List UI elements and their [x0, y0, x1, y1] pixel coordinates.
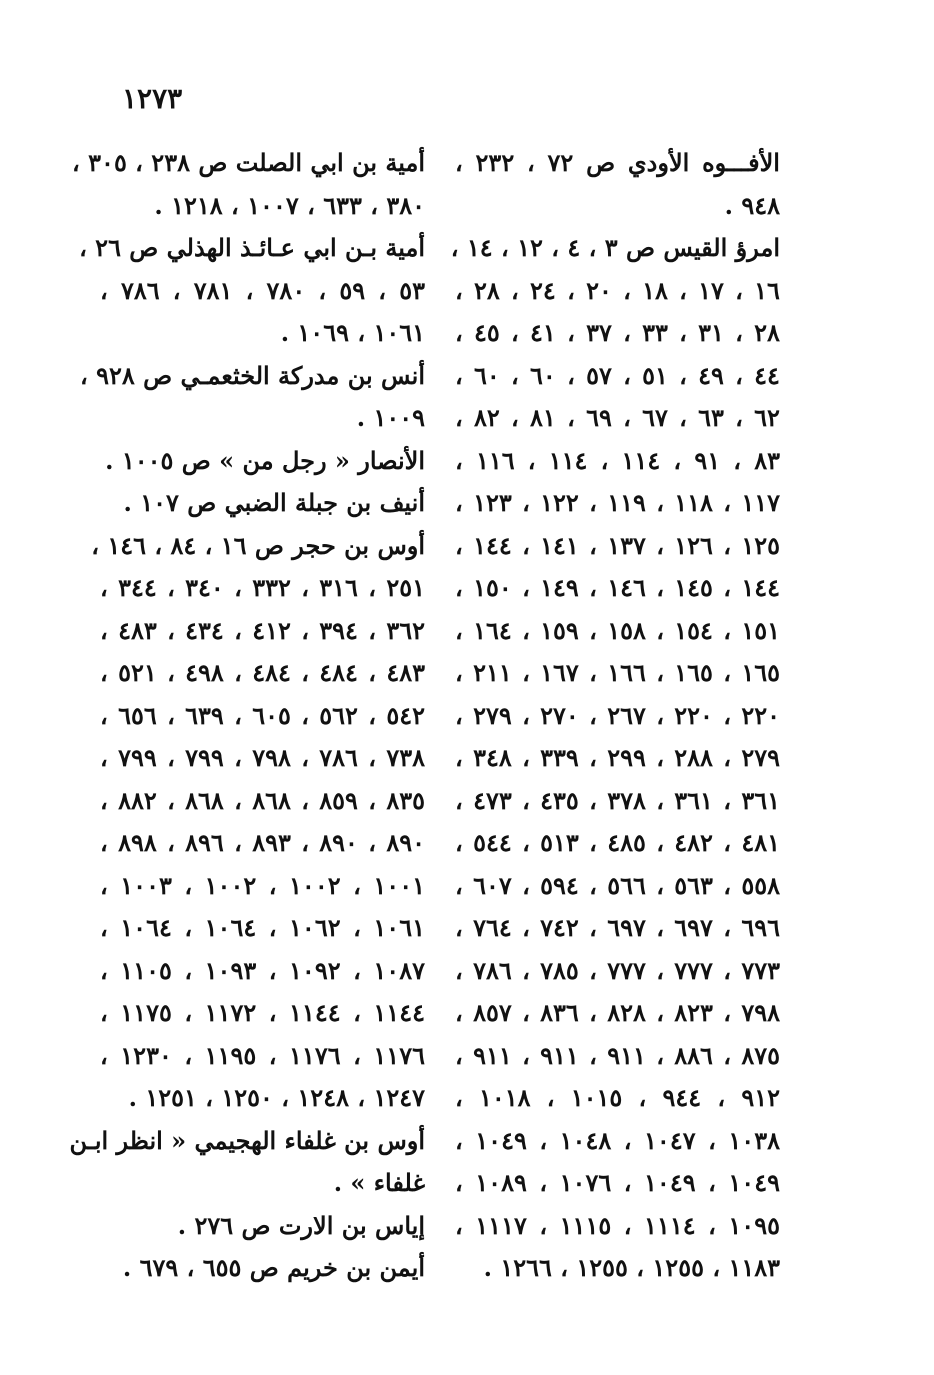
index-line: ١٠٠١ ، ١٠٠٢ ، ١٠٠٢ ، ١٠٠٣ ، — [100, 870, 425, 900]
index-line: ٥٥٨ ، ٥٦٣ ، ٥٦٦ ، ٥٩٤ ، ٦٠٧ ، — [455, 870, 780, 900]
index-line: ١٦٥ ، ١٦٥ ، ١٦٦ ، ١٦٧ ، ٢١١ ، — [455, 658, 780, 687]
index-line: ٧٩٨ ، ٨٢٣ ، ٨٢٨ ، ٨٣٦ ، ٨٥٧ ، — [455, 998, 780, 1027]
index-line: ١٤٤ ، ١٤٥ ، ١٤٦ ، ١٤٩ ، ١٥٠ ، — [455, 573, 780, 602]
index-line: ٩١٢ ، ٩٤٤ ، ١٠١٥ ، ١٠١٨ ، — [455, 1083, 780, 1112]
page-number: ١٢٧٣ — [122, 82, 183, 115]
index-line: ٢٢٠ ، ٢٢٠ ، ٢٦٧ ، ٢٧٠ ، ٢٧٩ ، — [455, 700, 780, 730]
index-line: ٢٥١ ، ٣١٦ ، ٣٣٢ ، ٣٤٠ ، ٣٤٤ ، — [100, 573, 425, 602]
index-line: ٣٦١ ، ٣٦١ ، ٣٧٨ ، ٤٣٥ ، ٤٧٣ ، — [455, 785, 780, 815]
index-line: ٣٨٠ ، ٦٣٣ ، ١٠٠٧ ، ١٢١٨ . — [154, 190, 425, 220]
index-line: ٧٣٨ ، ٧٨٦ ، ٧٩٨ ، ٧٩٩ ، ٧٩٩ ، — [100, 743, 425, 772]
index-line: ٦٩٦ ، ٦٩٧ ، ٦٩٧ ، ٧٤٢ ، ٧٦٤ ، — [455, 913, 780, 942]
index-line: ١٦ ، ١٧ ، ١٨ ، ٢٠ ، ٢٤ ، ٢٨ ، — [455, 275, 780, 305]
index-line: ١٢٤٧ ، ١٢٤٨ ، ١٢٥٠ ، ١٢٥١ . — [128, 1083, 425, 1112]
index-line: ١٠٩٥ ، ١١١٤ ، ١١١٥ ، ١١١٧ ، — [455, 1210, 780, 1240]
index-line: ١٢٥ ، ١٢٦ ، ١٣٧ ، ١٤١ ، ١٤٤ ، — [455, 530, 780, 560]
index-line: ١٠٤٩ ، ١٠٤٩ ، ١٠٧٦ ، ١٠٨٩ ، — [455, 1168, 780, 1197]
index-line: ١١٧ ، ١١٨ ، ١١٩ ، ١٢٢ ، ١٢٣ ، — [455, 488, 780, 517]
index-line: ٣٦٢ ، ٣٩٤ ، ٤١٢ ، ٤٣٤ ، ٤٨٣ ، — [100, 615, 425, 645]
index-line: ٨٣ ، ٩١ ، ١١٤ ، ١١٤ ، ١١٦ ، — [455, 445, 781, 475]
index-line: ١٠٦١ ، ١٠٦٢ ، ١٠٦٤ ، ١٠٦٤ ، — [100, 913, 425, 942]
index-line: ٥٤٢ ، ٥٦٢ ، ٦٠٥ ، ٦٣٩ ، ٦٥٦ ، — [100, 700, 425, 730]
index-line: ١٠٨٧ ، ١٠٩٢ ، ١٠٩٣ ، ١١٠٥ ، — [100, 955, 425, 985]
left-column — [69, 142, 426, 1290]
index-line: ٥٣ ، ٥٩ ، ٧٨٠ ، ٧٨١ ، ٧٨٦ ، — [100, 275, 426, 305]
index-line: أوس بن حجر ص ١٦ ، ٨٤ ، ١٤٦ ، — [91, 530, 425, 560]
right-column — [450, 142, 781, 1290]
index-line: ١٠٣٨ ، ١٠٤٧ ، ١٠٤٨ ، ١٠٤٩ ، — [455, 1125, 780, 1155]
index-line: أمية بـن ابي عـائـذ الهذلي ص ٢٦ ، — [79, 233, 425, 262]
index-line: الأفـــوه الأودي ص ٧٢ ، ٢٣٢ ، — [455, 148, 780, 177]
index-line: ١١٧٦ ، ١١٧٦ ، ١١٩٥ ، ١٢٣٠ ، — [100, 1040, 425, 1070]
index-line: ١١٤٤ ، ١١٤٤ ، ١١٧٢ ، ١١٧٥ ، — [100, 998, 425, 1027]
index-line: ٨٩٠ ، ٨٩٠ ، ٨٩٣ ، ٨٩٦ ، ٨٩٨ ، — [100, 828, 425, 857]
index-line: ٧٧٣ ، ٧٧٧ ، ٧٧٧ ، ٧٨٥ ، ٧٨٦ ، — [455, 955, 780, 985]
index-line: ٢٨ ، ٣١ ، ٣٣ ، ٣٧ ، ٤١ ، ٤٥ ، — [455, 318, 780, 347]
index-line: الأنصار « رجل من » ص ١٠٠٥ . — [105, 445, 425, 475]
index-line: ٢٧٩ ، ٢٨٨ ، ٢٩٩ ، ٣٣٩ ، ٣٤٨ ، — [455, 743, 780, 772]
index-line: ٦٢ ، ٦٣ ، ٦٧ ، ٦٩ ، ٨١ ، ٨٢ ، — [455, 403, 780, 432]
index-line: امرؤ القيس ص ٣ ، ٤ ، ١٢ ، ١٤ ، — [450, 233, 780, 262]
index-line: أنيف بن جبلة الضبي ص ١٠٧ . — [123, 488, 425, 517]
index-line: إياس بن الارت ص ٢٧٦ . — [177, 1210, 425, 1240]
index-line: ٩٤٨ . — [724, 190, 780, 220]
index-line: ١٠٦١ ، ١٠٦٩ . — [280, 318, 425, 347]
index-line: ٤٨٣ ، ٤٨٤ ، ٤٨٤ ، ٤٩٨ ، ٥٢١ ، — [100, 658, 425, 687]
index-line: ١١٨٣ ، ١٢٥٥ ، ١٢٥٥ ، ١٢٦٦ . — [483, 1253, 780, 1282]
index-line: ٨٧٥ ، ٨٨٦ ، ٩١١ ، ٩١١ ، ٩١١ ، — [455, 1040, 780, 1070]
index-line: ٨٣٥ ، ٨٥٩ ، ٨٦٨ ، ٨٦٨ ، ٨٨٢ ، — [100, 785, 425, 815]
index-line: ٤٨١ ، ٤٨٢ ، ٤٨٥ ، ٥١٣ ، ٥٤٤ ، — [455, 828, 780, 857]
index-line: أنس بن مدركة الخثعمـي ص ٩٢٨ ، — [79, 360, 425, 390]
index-line: ٤٤ ، ٤٩ ، ٥١ ، ٥٧ ، ٦٠ ، ٦٠ ، — [455, 360, 780, 390]
index-line: أمية بن ابي الصلت ص ٢٣٨ ، ٣٠٥ ، — [72, 148, 425, 177]
index-line: أيمن بن خريم ص ٦٥٥ ، ٦٧٩ . — [122, 1253, 425, 1282]
index-line: أوس بن غلفاء الهجيمي « انظر ابـن — [69, 1125, 425, 1155]
index-line: غلفاء » . — [333, 1168, 425, 1197]
index-line: ١٥١ ، ١٥٤ ، ١٥٨ ، ١٥٩ ، ١٦٤ ، — [455, 615, 780, 645]
index-columns — [69, 142, 781, 1290]
index-line: ١٠٠٩ . — [356, 403, 425, 432]
